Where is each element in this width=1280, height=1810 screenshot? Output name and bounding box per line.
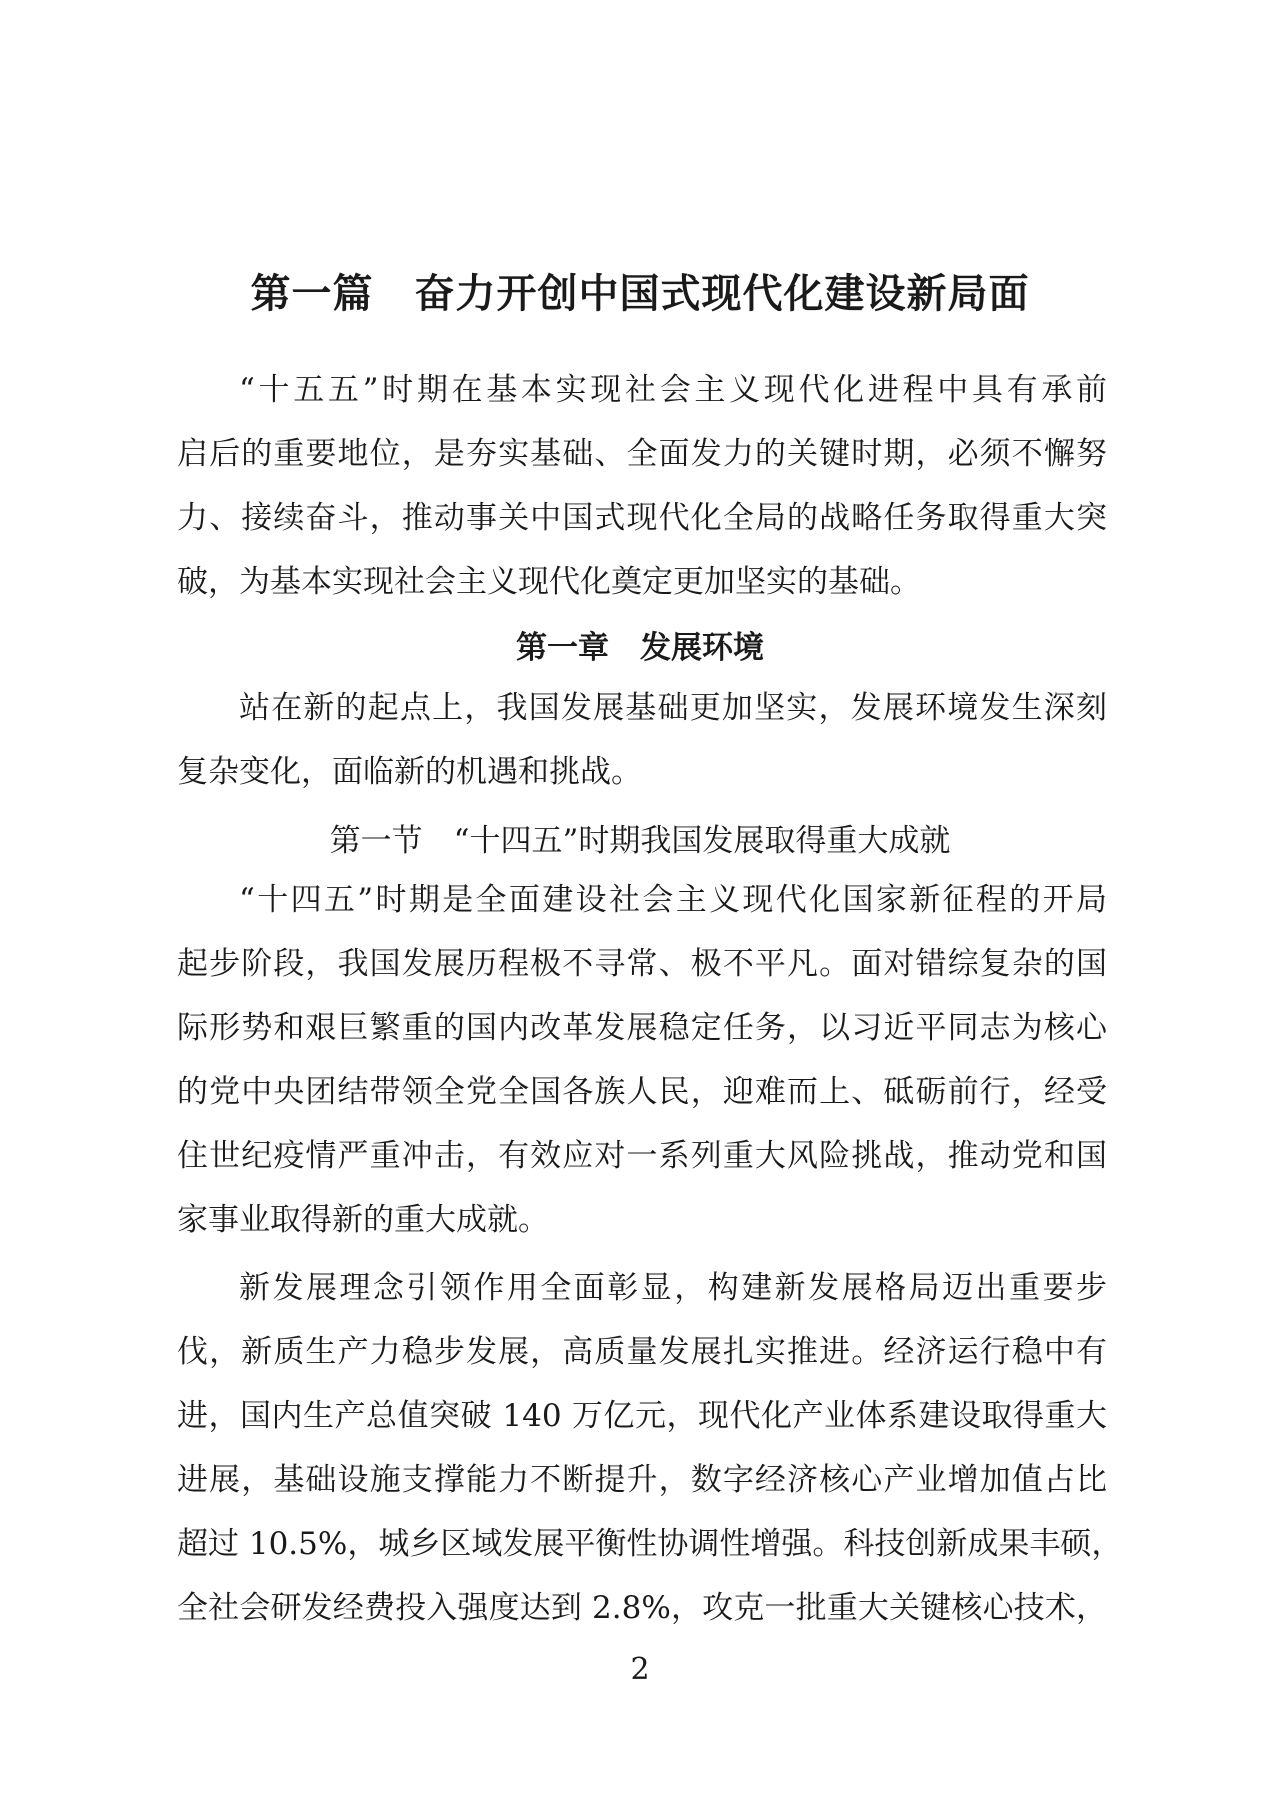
intro-line: “十五五”时期在基本实现社会主义现代化进程中具有承前 xyxy=(239,372,1107,408)
intro-line: 破，为基本实现社会主义现代化奠定更加坚实的基础。 xyxy=(177,564,921,600)
section-title: 第一节 “十四五”时期我国发展取得重大成就 xyxy=(329,823,951,859)
paragraph-line: 伐，新质生产力稳步发展，高质量发展扎实推进。经济运行稳中有 xyxy=(177,1334,1107,1370)
paragraph-line: 进展，基础设施支撑能力不断提升，数字经济核心产业增加值占比 xyxy=(177,1462,1107,1498)
chapter-line: 复杂变化，面临新的机遇和挑战。 xyxy=(177,754,642,790)
intro-line: 启后的重要地位，是夯实基础、全面发力的关键时期，必须不懈努 xyxy=(177,436,1107,472)
part-title: 第一篇 奋力开创中国式现代化建设新局面 xyxy=(250,270,1030,317)
paragraph-line: 进，国内生产总值突破 140 万亿元，现代化产业体系建设取得重大 xyxy=(177,1398,1107,1434)
paragraph-line: 的党中央团结带领全党全国各族人民，迎难而上、砥砺前行，经受 xyxy=(177,1074,1107,1110)
paragraph-line: “十四五”时期是全面建设社会主义现代化国家新征程的开局 xyxy=(239,882,1107,918)
chapter-line: 站在新的起点上，我国发展基础更加坚实，发展环境发生深刻 xyxy=(239,690,1107,726)
paragraph-line: 新发展理念引领作用全面彰显，构建新发展格局迈出重要步 xyxy=(239,1270,1107,1306)
paragraph-line: 际形势和艰巨繁重的国内改革发展稳定任务，以习近平同志为核心 xyxy=(177,1010,1107,1046)
chapter-title: 第一章 发展环境 xyxy=(516,630,764,666)
paragraph-line: 家事业取得新的重大成就。 xyxy=(177,1202,549,1238)
paragraph-line: 全社会研发经费投入强度达到 2.8%，攻克一批重大关键核心技术， xyxy=(177,1590,1107,1626)
page-number: 2 xyxy=(630,1652,650,1687)
paragraph-line: 超过 10.5%，城乡区域发展平衡性协调性增强。科技创新成果丰硕， xyxy=(177,1526,1123,1562)
intro-line: 力、接续奋斗，推动事关中国式现代化全局的战略任务取得重大突 xyxy=(177,500,1107,536)
paragraph-line: 起步阶段，我国发展历程极不寻常、极不平凡。面对错综复杂的国 xyxy=(177,946,1107,982)
paragraph-line: 住世纪疫情严重冲击，有效应对一系列重大风险挑战，推动党和国 xyxy=(177,1138,1107,1174)
